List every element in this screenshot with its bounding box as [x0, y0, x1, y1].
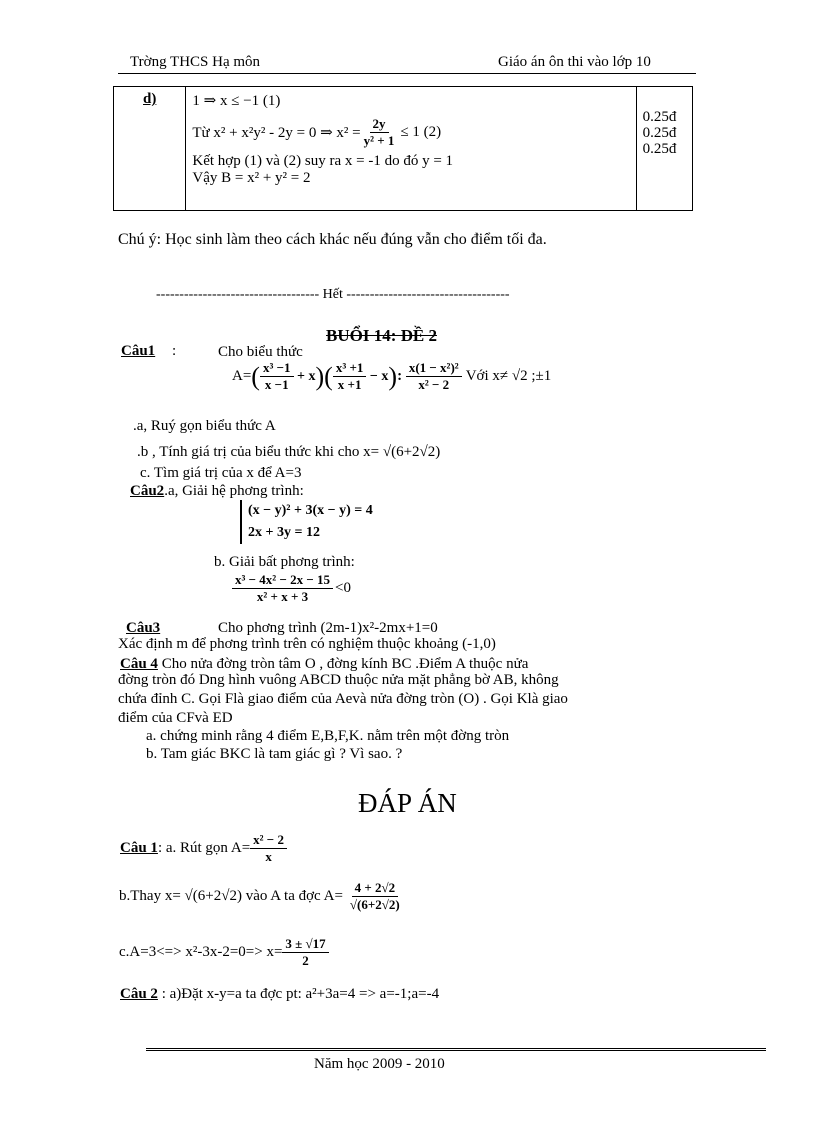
score-1: 0.25đ: [642, 109, 677, 125]
cau1-intro: Cho biểu thức: [218, 344, 303, 360]
cau2-a: .a, Giải hệ phơng trình:: [164, 483, 304, 499]
answer-1c-den: 2: [302, 953, 309, 968]
scores-cell: [636, 87, 692, 211]
header-subject: Giáo án ôn thi vào lớp 10: [498, 54, 651, 70]
answer-1b-text: b.Thay x= √(6+2√2) vào A ta đợc A=: [119, 888, 343, 904]
formula-frac-1: $\frac{\text{x³ −1}}{x -1}$: [260, 360, 294, 393]
cau4-line-1: [120, 656, 528, 673]
header-rule: [118, 73, 696, 74]
footer-year: Năm học 2009 - 2010: [314, 1056, 445, 1072]
section-title-text: BUỔI 14: ĐỀ 2: [326, 326, 437, 345]
answer-1a-num: x² − 2: [250, 832, 287, 849]
end-marker: ----------------------------------- Hết -----------------------------------: [156, 287, 510, 302]
ineq-suffix: <0: [335, 580, 351, 596]
line2-den: y² + 1: [363, 133, 395, 148]
cau1-a: .a, Ruý gọn biểu thức A: [133, 418, 276, 434]
solution-line-2: [192, 116, 629, 149]
answer-1b-den: √(6+2√2): [349, 897, 400, 912]
answer-1b: [119, 880, 403, 913]
cau4-line-2: đờng tròn đó Dng hình vuông ABCD thuộc nửa mặt phẳng bờ AB, không: [118, 672, 559, 688]
answer-2-label: Câu 2: [120, 986, 158, 1002]
formula-condition: Với x≠ √2 ;±1: [465, 368, 552, 384]
cau2-inequality: [232, 572, 351, 605]
cau4-b: b. Tam giác BKC là tam giác gì ? Vì sao. ?: [146, 746, 403, 762]
formula-frac-3: $\frac{\text{x(1 − x²)²}}{\text{x² − 2}}$: [406, 360, 462, 393]
ineq-den: x² + x + 3: [256, 589, 309, 604]
cau4-line1-text: Cho nửa đờng tròn tâm O , đờng kính BC .Điểm A thuộc nửa: [161, 656, 529, 672]
row-label: d): [143, 91, 157, 107]
answer-title: ĐÁP ÁN: [358, 788, 457, 818]
answer-table: [113, 86, 693, 211]
answer-2: [120, 986, 439, 1003]
ineq-num: x³ − 4x² − 2x − 15: [232, 572, 333, 589]
cau3-line1: Cho phơng trình (2m-1)x²-2mx+1=0: [218, 620, 438, 636]
answer-1a: [120, 832, 287, 865]
row-label-cell: [114, 87, 186, 211]
ineq-fraction: [232, 572, 333, 605]
cau1-label: Câu1: [121, 343, 156, 359]
cau2-label: Câu2: [130, 483, 165, 499]
answer-1a-fraction: [250, 832, 287, 865]
formula-prefix: A=: [232, 368, 252, 384]
cau2-b: b. Giải bất phơng trình:: [214, 554, 355, 570]
solution-line-4: Vậy B = x² + y² = 2: [192, 170, 311, 186]
cau3-label: Câu3: [126, 620, 161, 636]
answer-1b-fraction: [347, 880, 403, 913]
answer-1c-text: c.A=3<=> x²-3x-2=0=> x=: [119, 944, 283, 960]
cau4-line-4: điểm của CFvà ED: [118, 710, 233, 726]
cau1-formula: A= ( $\frac{\text{x³ −1}}{x -1}$ + x )( $\frac{\text{x³ +1}}{x +1}$ − x ) : $\frac{\text{x(1 − x²)²}}{\text{x² − 2}}$ Với x≠ √2 ;±1: [232, 360, 552, 392]
cau2-system: [240, 500, 373, 544]
solution-cell: [186, 87, 636, 211]
score-3: 0.25đ: [642, 141, 677, 157]
cau4-a: a. chứng minh rằng 4 điểm E,B,F,K. nằm trên một đờng tròn: [146, 728, 510, 744]
line2-fraction: [361, 116, 398, 149]
cau1-b: .b , Tính giá trị của biểu thức khi cho x= √(6+2√2): [137, 444, 441, 460]
system-eq-2: 2x + 3y = 12: [248, 525, 320, 540]
cau4-line-3: chứa đỉnh C. Gọi Flà giao điểm của Aevà nửa đờng tròn (O) . Gọi Klà giao: [118, 691, 568, 707]
line2-num: 2y: [370, 116, 389, 133]
answer-2-text: : a)Đặt x-y=a ta đợc pt: a²+3a=4 => a=-1;a=-4: [157, 986, 440, 1002]
answer-1c-num: 3 ± √17: [282, 936, 328, 953]
cau2-header: [130, 483, 304, 500]
line2-suffix: ≤ 1 (2): [400, 124, 442, 140]
formula-frac-2: $\frac{\text{x³ +1}}{x +1}$: [333, 360, 367, 393]
answer-1-label: Câu 1: [120, 840, 158, 856]
header-school: Trờng THCS Hạ môn: [130, 54, 261, 70]
cau4-label: Câu 4: [120, 656, 158, 672]
section-title: [326, 326, 437, 346]
solution-line-1: 1 ⇒ x ≤ −1 (1): [192, 93, 281, 109]
line2-prefix: Từ x² + x²y² - 2y = 0 ⇒ x² =: [192, 125, 361, 141]
note: Chú ý: Học sinh làm theo cách khác nếu đúng vẫn cho điểm tối đa.: [118, 231, 547, 248]
cau3-line2: Xác định m để phơng trình trên có nghiệm thuộc khoảng (-1,0): [118, 636, 496, 652]
answer-1c-fraction: [282, 936, 328, 969]
answer-1a-den: x: [265, 849, 272, 864]
system-eq-1: (x − y)² + 3(x − y) = 4: [248, 503, 373, 518]
answer-1c: [119, 936, 329, 969]
cau1-c: c. Tìm giá trị của x để A=3: [140, 465, 302, 481]
score-2: 0.25đ: [642, 125, 677, 141]
solution-line-3: Kết hợp (1) và (2) suy ra x = -1 do đó y = 1: [192, 153, 454, 169]
answer-1b-num: 4 + 2√2: [352, 880, 399, 897]
footer-rule: [146, 1048, 766, 1051]
answer-1a-text: : a. Rút gọn A=: [157, 840, 251, 856]
